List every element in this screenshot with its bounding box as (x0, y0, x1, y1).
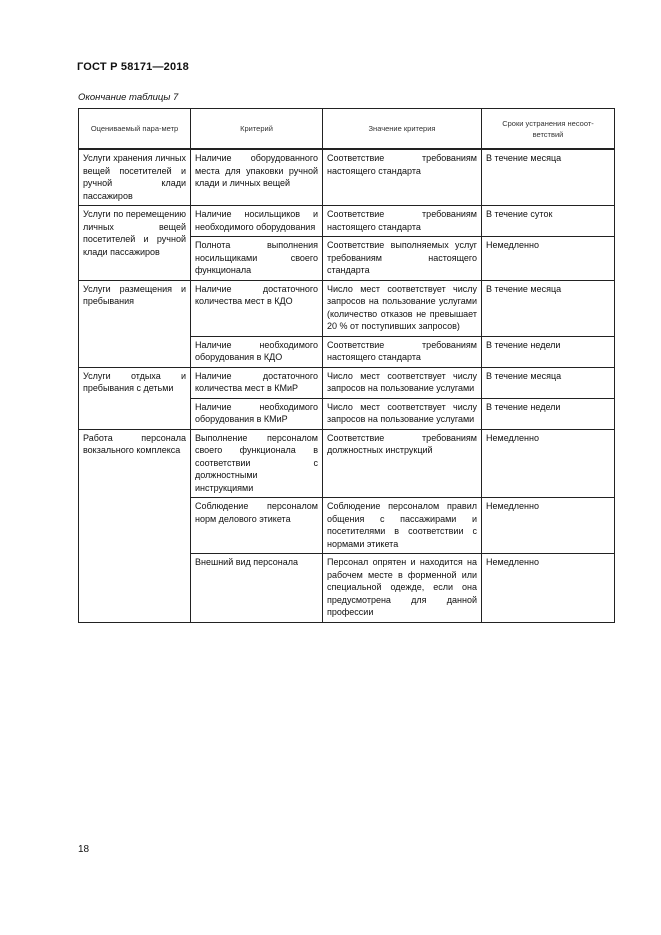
value-cell: Соответствие требованиям настоящего стандарта (323, 336, 482, 367)
term-cell: Немедленно (482, 554, 615, 623)
term-cell: В течение месяца (482, 367, 615, 398)
document-header: ГОСТ Р 58171—2018 (77, 61, 189, 73)
term-cell: В течение недели (482, 398, 615, 429)
criterion-cell: Наличие оборудованного места для упаковки ручной клади и личных вещей (191, 149, 323, 206)
value-cell: Персонал опрятен и находится на рабочем месте в форменной или специальной одежде, если она предусмотрена для данной профессии (323, 554, 482, 623)
table-header-row (79, 109, 615, 150)
table-caption: Окончание таблицы 7 (78, 92, 179, 103)
criterion-cell: Наличие достаточного количества мест в КДО (191, 280, 323, 336)
term-cell: Немедленно (482, 429, 615, 498)
value-cell: Число мест соответствует числу запросов на пользование услугами (количество отказов не превышает 20 % от поступивших запросов) (323, 280, 482, 336)
table-row (79, 206, 615, 237)
column-header-value: Значение критерия (323, 109, 482, 150)
table-row (79, 367, 615, 398)
criterion-cell: Наличие необходимого оборудования в КМиР (191, 398, 323, 429)
criterion-cell: Внешний вид персонала (191, 554, 323, 623)
criterion-cell: Выполнение персоналом своего функционала в соответствии с должностными инструкциями (191, 429, 323, 498)
page-number: 18 (78, 844, 90, 855)
criteria-table (78, 108, 615, 623)
value-cell: Соответствие требованиям настоящего стандарта (323, 149, 482, 206)
term-cell: В течение суток (482, 206, 615, 237)
value-cell: Соответствие требованиям настоящего стандарта (323, 206, 482, 237)
value-cell: Число мест соответствует числу запросов на пользование услугами (323, 367, 482, 398)
term-cell: Немедленно (482, 237, 615, 281)
table-row (79, 149, 615, 206)
parameter-cell: Услуги размещения и пребывания (79, 280, 191, 367)
term-cell: В течение месяца (482, 280, 615, 336)
parameter-cell: Услуги хранения личных вещей посетителей и ручной клади пассажиров (79, 149, 191, 206)
column-header-parameter: Оцениваемый пара-метр (79, 109, 191, 150)
criterion-cell: Соблюдение персоналом норм делового этикета (191, 498, 323, 554)
column-header-term: Сроки устранения несоот-ветствий (482, 109, 615, 150)
parameter-cell: Услуги по перемещению личных вещей посетителей и ручной клади пассажиров (79, 206, 191, 281)
parameter-cell: Услуги отдыха и пребывания с детьми (79, 367, 191, 429)
term-cell: В течение недели (482, 336, 615, 367)
criterion-cell: Наличие необходимого оборудования в КДО (191, 336, 323, 367)
table-row (79, 280, 615, 336)
column-header-criterion: Критерий (191, 109, 323, 150)
value-cell: Соблюдение персоналом правил общения с пассажирами и посетителями в соответствии с нормами этикета (323, 498, 482, 554)
term-cell: Немедленно (482, 498, 615, 554)
value-cell: Соответствие требованиям должностных инструкций (323, 429, 482, 498)
value-cell: Соответствие выполняемых услуг требованиям настоящего стандарта (323, 237, 482, 281)
term-cell: В течение месяца (482, 149, 615, 206)
parameter-cell: Работа персонала вокзального комплекса (79, 429, 191, 622)
table-row (79, 429, 615, 498)
criterion-cell: Наличие носильщиков и необходимого оборудования (191, 206, 323, 237)
criterion-cell: Наличие достаточного количества мест в КМиР (191, 367, 323, 398)
criterion-cell: Полнота выполнения носильщиками своего функционала (191, 237, 323, 281)
value-cell: Число мест соответствует числу запросов на пользование услугами (323, 398, 482, 429)
